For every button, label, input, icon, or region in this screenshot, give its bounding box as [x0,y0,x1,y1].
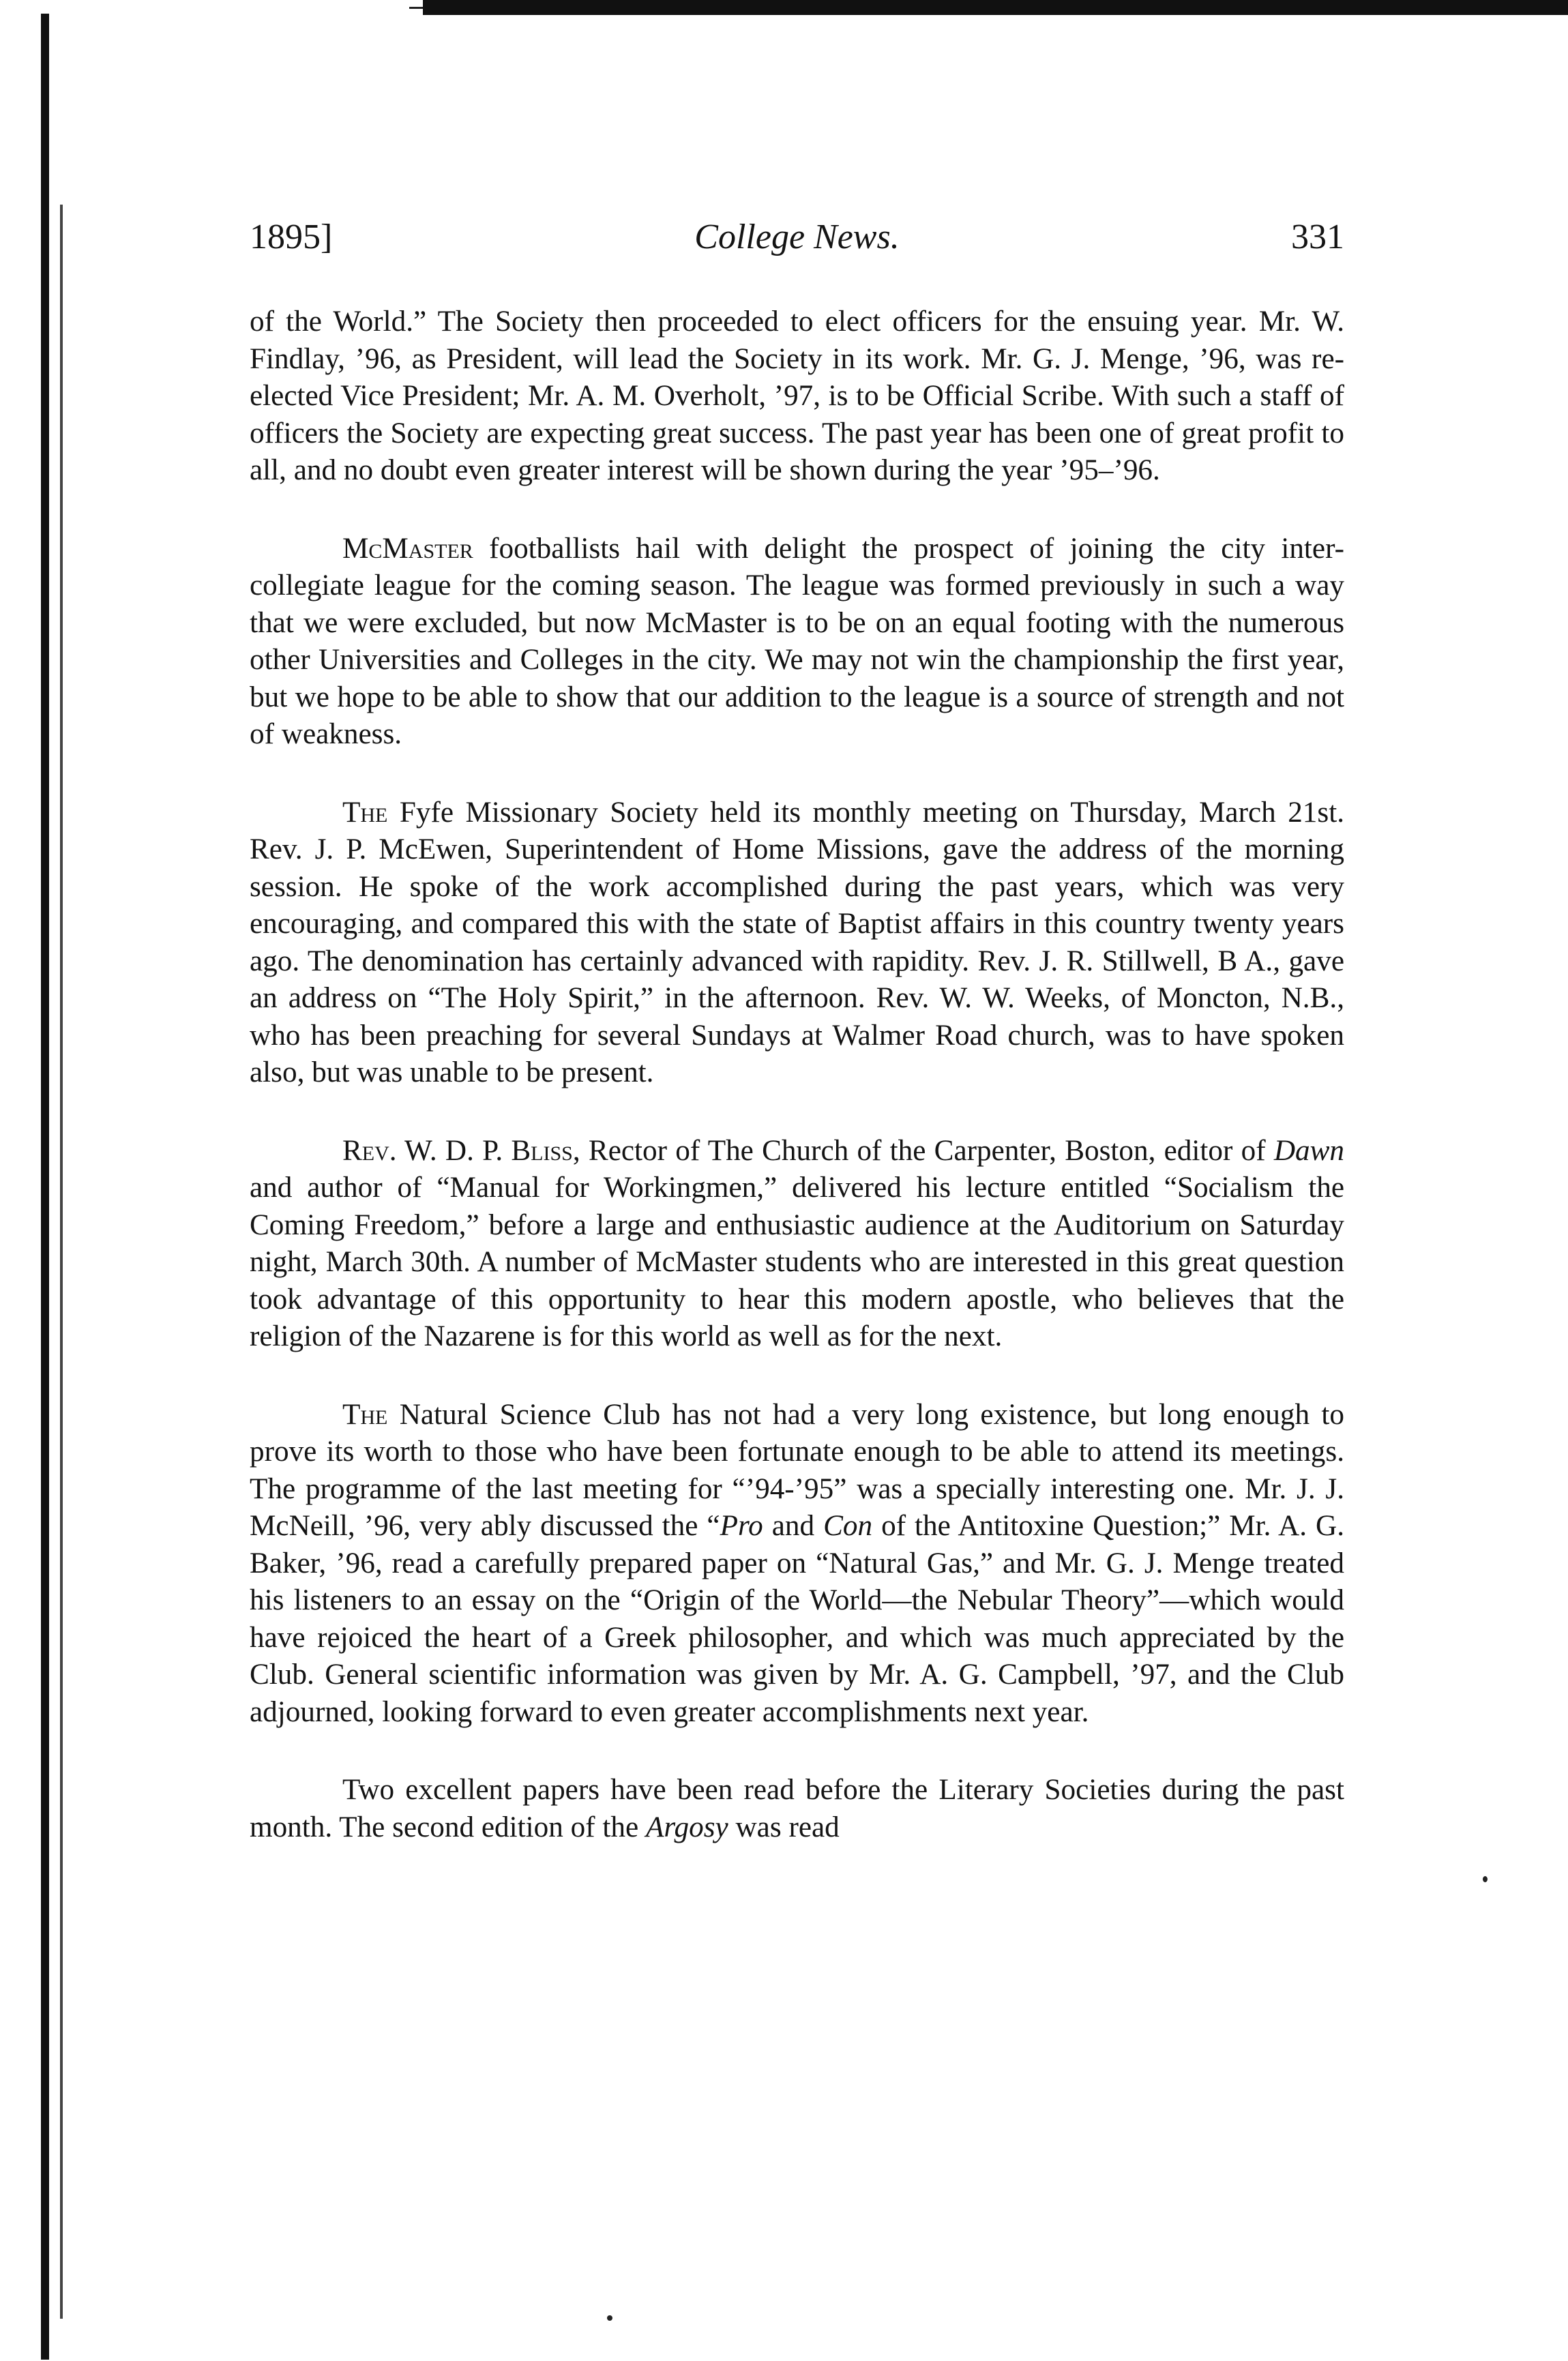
top-rule [423,0,1568,15]
paragraph-text: and author of “Manual for Workingmen,” delivered his lecture entitled “Socialism the Coming Freedom,” before a large and enthusiastic audience at the Auditorium on Saturday night, March 30th. A number of McMaster students who are interested in this great question took advantage of this opportunity to hear this modern apostle, who believes that the religion of the Nazarene is for this world as well as for the next. [250,1172,1344,1352]
paragraph-text: footballists hail with delight the prospect of joining the city inter-collegiate league for the coming season. The league was formed previously in such a way that we were excluded, but now McMaster is to be on an equal footing with the numerous other Universities and Colleges in the city. We may not win the championship the first year, but we hope to be able to show that our addition to the league is a source of strength and not of weakness. [250,532,1344,750]
paragraph-lead-name: Bliss [511,1134,573,1167]
paragraph-text: of the Antitoxine Question;” Mr. A. G. Baker, ’96, read a carefully prepared paper on “Natural Gas,” and Mr. G. J. Menge treated his listeners to an essay on the “Origin of the World—the Nebular Theory”—which would have rejoiced the heart of a Greek philosopher, and which was much appreciated by the Club. General scientific information was given by Mr. A. G. Campbell, ’97, and the Club adjourned, looking forward to even greater accomplishments next year. [250,1510,1344,1728]
paragraph-text: and [763,1510,824,1542]
paragraph-text: Fyfe Missionary Society held its monthly meeting on Thursday, March 21st. Rev. J. P. McEwen, Superintendent of Home Missions, gave the address of the morning session. He spoke of the work accomplished during the past years, which was very encouraging, and compared this with the state of Baptist affairs in this country twenty years ago. The denomination has certainly advanced with rapidity. Rev. J. R. Stillwell, B A., gave an address on “The Holy Spirit,” in the afternoon. Rev. W. W. Weeks, of Moncton, N.B., who has been preaching for several Sundays at Walmer Road church, was to have spoken also, but was unable to be present. [250,796,1344,1088]
paragraph-natural-science-club [250,1397,1344,1732]
periodical-title: Dawn [1273,1134,1345,1167]
scan-speck [1483,1876,1488,1882]
paragraph-lead-word: The [342,796,388,829]
scan-speck [607,2315,612,2321]
italic-term: Pro [720,1510,763,1542]
running-head [250,217,1344,271]
paragraph-lead-word: Rev. [342,1134,397,1167]
paragraph-text: Natural Science Club has not had a very long existence, but long enough to prove its worth to those who have been fortunate enough to be able to attend its meetings. The programme of the last meeting for “’94-’95” was a specially interesting one. Mr. J. J. McNeill, ’96, very ably discussed the “ [250,1398,1344,1542]
paragraph-text: was read [728,1811,840,1843]
periodical-title: Argosy [645,1811,728,1843]
paragraph-bliss-lecture [250,1133,1344,1356]
paragraph-text: of the World.” The Society then proceeded to elect officers for the ensuing year. Mr. W. Findlay, ’96, as President, will lead the Society in its work. Mr. G. J. Menge, ’96, was re-elected Vice President; Mr. A. M. Overholt, ’97, is to be Official Scribe. With such a staff of officers the Society are expecting great success. The past year has been one of great profit to all, and no doubt even greater interest will be shown during the year ’95–’96. [250,306,1344,486]
paragraph-lead-word: The [342,1398,388,1431]
paragraph-fyfe-missionary [250,795,1344,1092]
article-body [250,303,1344,1846]
running-head-title: College News. [694,218,900,256]
page-binding-shadow [60,205,63,2319]
paragraph-text: Two excellent papers have been read before the Literary Societies during the past month. The second edition of the [250,1774,1344,1843]
paragraph-literary-societies [250,1772,1344,1846]
paragraph-society-officers [250,303,1344,490]
paragraph-lead-word: McMaster [342,532,473,565]
paragraph-text: , Rector of The Church of the Carpenter, Boston, editor of [572,1134,1274,1167]
page-binding-edge [41,14,49,2360]
paragraph-football-league [250,531,1344,754]
running-head-year: 1895] [250,218,333,256]
italic-term: Con [823,1510,873,1542]
page-number: 331 [1291,218,1344,256]
paragraph-text: W. D. P. [396,1134,512,1167]
